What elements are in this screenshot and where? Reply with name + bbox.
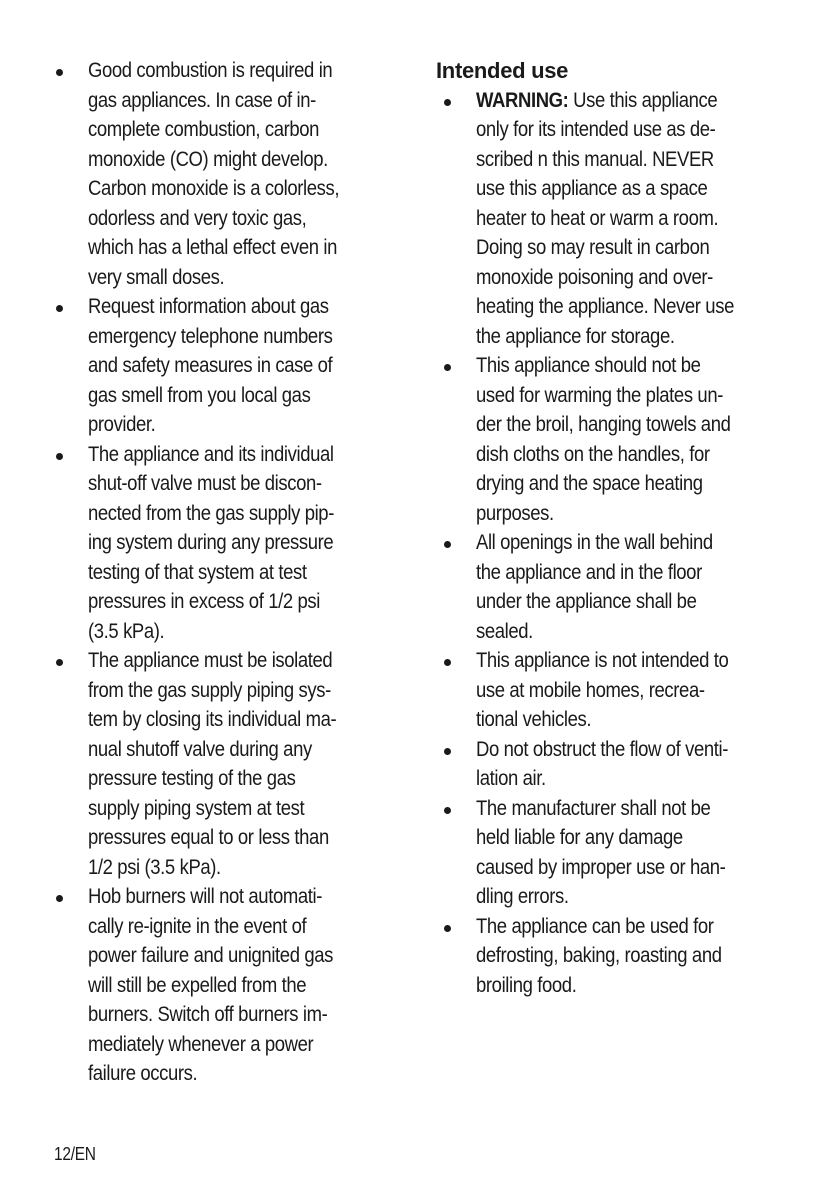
text-line: Request information about gas	[88, 294, 329, 318]
bullet-item	[436, 646, 796, 735]
text-line: very small doses.	[88, 264, 225, 289]
text-line: The appliance and its individual	[88, 441, 334, 466]
text-line: pressure testing of the gas	[88, 766, 296, 790]
bullet-icon	[444, 99, 451, 106]
text-line: monoxide poisoning and over-	[476, 264, 713, 289]
text-line: dling errors.	[476, 884, 569, 908]
bullet-item	[48, 56, 400, 292]
bullet-item	[436, 528, 796, 646]
text-line: failure occurs.	[88, 1061, 198, 1085]
bullet-icon	[56, 305, 63, 312]
bullet-item	[436, 351, 796, 528]
text-line: gas smell from you local gas	[88, 382, 311, 407]
text-line: tem by closing its individual ma-	[88, 707, 337, 731]
text-line: power failure and unignited gas	[88, 943, 333, 967]
text-line: mediately whenever a power	[88, 1031, 314, 1056]
text-line: Do not obstruct the flow of venti-	[476, 736, 729, 761]
text-line: odorless and very toxic gas,	[88, 205, 307, 230]
text-line: will still be expelled from the	[88, 972, 307, 997]
text-line: emergency telephone numbers	[88, 323, 333, 348]
text-line: nected from the gas supply pip-	[88, 500, 334, 525]
text-line: The manufacturer shall not be	[476, 795, 711, 820]
bullet-item	[48, 646, 400, 882]
bullet-item	[48, 292, 400, 440]
text-line: under the appliance shall be	[476, 589, 697, 613]
left-column	[48, 56, 400, 1089]
text-line: use at mobile homes, recrea-	[476, 677, 705, 702]
warning-item	[436, 86, 796, 352]
bullet-icon	[444, 807, 451, 814]
text-line: drying and the space heating	[476, 471, 703, 495]
text-line: nual shutoff valve during any	[88, 736, 312, 761]
text-line: broiling food.	[476, 972, 577, 997]
text-line: The appliance can be used for	[476, 913, 714, 938]
text-line: heater to heat or warm a room.	[476, 205, 719, 230]
bullet-item	[436, 794, 796, 912]
text-line: and safety measures in case of	[88, 353, 333, 377]
text-line: (3.5 kPa).	[88, 618, 165, 643]
right-column	[436, 56, 796, 1000]
text-line: 1/2 psi (3.5 kPa).	[88, 854, 221, 879]
text-line: lation air.	[476, 766, 546, 790]
text-line: pressures equal to or less than	[88, 825, 329, 849]
bullet-icon	[56, 659, 63, 666]
bullet-icon	[444, 364, 451, 371]
bullet-item	[48, 440, 400, 647]
text-line: sealed.	[476, 618, 533, 643]
page-number: 12/EN	[54, 1144, 96, 1164]
text-line: pressures in excess of 1/2 psi	[88, 589, 320, 613]
warning-text: Use this appliance	[568, 87, 718, 112]
text-line: The appliance must be isolated	[88, 648, 333, 672]
text-line: Hob burners will not automati-	[88, 884, 323, 908]
text-line: heating the appliance. Never use	[476, 294, 734, 318]
text-line: complete combustion, carbon	[88, 117, 320, 141]
text-line: the appliance and in the floor	[476, 559, 702, 584]
text-line: der the broil, hanging towels and	[476, 412, 731, 436]
text-line: held liable for any damage	[476, 825, 683, 849]
bullet-icon	[56, 895, 63, 902]
section-heading: Intended use	[436, 58, 569, 83]
text-line: Carbon monoxide is a colorless,	[88, 176, 340, 200]
text-line: used for warming the plates un-	[476, 382, 724, 407]
text-line: scribed n this manual. NEVER	[476, 146, 714, 171]
bullet-icon	[444, 748, 451, 755]
text-line: purposes.	[476, 500, 554, 525]
text-line: defrosting, baking, roasting and	[476, 943, 722, 967]
text-line: supply piping system at test	[88, 795, 305, 820]
text-line: This appliance should not be	[476, 353, 701, 377]
text-line: only for its intended use as de-	[476, 117, 716, 141]
bullet-icon	[444, 925, 451, 932]
text-line: tional vehicles.	[476, 707, 592, 731]
text-line: monoxide (CO) might develop.	[88, 146, 328, 171]
text-line: the appliance for storage.	[476, 323, 675, 348]
text-line: which has a lethal effect even in	[88, 235, 337, 259]
text-line: provider.	[88, 412, 156, 436]
text-line: testing of that system at test	[88, 559, 307, 584]
text-line: use this appliance as a space	[476, 176, 708, 200]
text-line: dish cloths on the handles, for	[476, 441, 710, 466]
bullet-item	[436, 735, 796, 794]
bullet-icon	[444, 659, 451, 666]
text-line: shut-off valve must be discon-	[88, 471, 322, 495]
text-line: Good combustion is required in	[88, 58, 333, 82]
text-line: cally re-ignite in the event of	[88, 913, 307, 938]
bullet-item	[436, 912, 796, 1001]
bullet-icon	[56, 69, 63, 76]
text-line: burners. Switch off burners im-	[88, 1002, 328, 1026]
text-line: All openings in the wall behind	[476, 530, 713, 554]
warning-label: WARNING:	[476, 87, 569, 112]
bullet-icon	[56, 453, 63, 460]
bullet-item	[48, 882, 400, 1089]
text-line: gas appliances. In case of in-	[88, 87, 316, 112]
text-line: caused by improper use or han-	[476, 854, 726, 879]
text-line: Doing so may result in carbon	[476, 235, 710, 259]
warning-first-line	[476, 86, 751, 116]
bullet-icon	[444, 541, 451, 548]
text-line: This appliance is not intended to	[476, 648, 729, 672]
text-line: from the gas supply piping sys-	[88, 677, 331, 702]
text-line: ing system during any pressure	[88, 530, 334, 554]
